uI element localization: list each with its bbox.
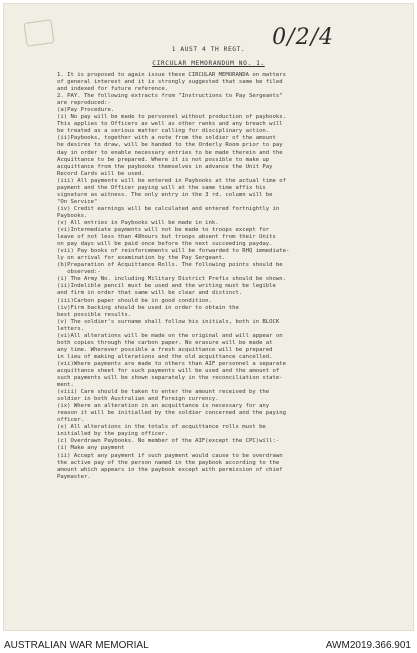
body-line: soldier in both Australian and Foreign currency. (57, 396, 219, 403)
document-page (3, 3, 414, 631)
body-line: (i) No pay will be made to personnel without production of paybooks. (57, 114, 287, 121)
body-line: payment and the Officer paying will at the same time affix his (57, 184, 266, 191)
body-line: (vi)Intermediate payments will not be made to troops except for (57, 227, 270, 234)
body-line: of general interest and it is strongly suggested that same be filed (57, 79, 283, 86)
body-line: observed:- (57, 269, 101, 276)
archive-footer (0, 633, 417, 653)
body-line: Acquittance to be prepared. Where it is not possible to make up (57, 156, 270, 163)
body-line: This applies to Officers as well as other ranks and any breach will (57, 121, 283, 128)
body-line: (iv)Firm backing should be used in order to obtain the (57, 304, 239, 311)
body-line: and indexed for future reference. (57, 86, 169, 93)
body-line: ly on arrival for examination by the Pay Sergeant. (57, 255, 226, 262)
body-line: (iii) All payments will be entered in Paybooks at the actual time of (57, 177, 287, 184)
document-body (57, 72, 387, 481)
body-line: signature as witness. The only entry in the 3 rd. column will be (57, 191, 273, 198)
document-subheading: CIRCULAR MEMORANDUM NO. 1. (152, 60, 265, 67)
body-line: day in order to enable necessary entries to be made therein and the (57, 149, 283, 156)
body-line: and firm in order that same will be clear and distinct. (57, 290, 243, 297)
body-line: (ii)Indelible pencil must be used and the writing must be legible (57, 283, 276, 290)
body-line: any time. Wherever possible a fresh acquittance will be prepared (57, 346, 273, 353)
body-line: reason it will be initialled by the soldier concerned and the paying (57, 410, 287, 417)
body-line: are reproduced:- (57, 100, 111, 107)
body-line: both copies through the carbon paper. No erasure will be made at (57, 339, 273, 346)
body-line: Paybooks. (57, 212, 88, 219)
body-line: (viii) Care should be taken to enter the amount received by the (57, 389, 270, 396)
footer-institution: AUSTRALIAN WAR MEMORIAL (4, 640, 149, 651)
body-line: (i) The Army No. including Military District Prefix should be shown. (57, 276, 287, 283)
body-line: the active pay of the person named in the paybook according to the (57, 459, 280, 466)
body-line: on pay days will be paid once before the next succeeding payday. (57, 241, 273, 248)
footer-accession-number: AWM2019.366.901 (325, 640, 411, 651)
body-line: (v) All entries in Paybooks will be made in ink. (57, 219, 219, 226)
body-line: "On Service" (57, 198, 98, 205)
body-line: (b)Preparation of Acquittance Rolls. The following points should be (57, 262, 283, 269)
body-line: (a)Pay Procedure. (57, 107, 115, 114)
body-line: be treated as a serious matter calling for disciplinary action. (57, 128, 270, 135)
body-line: (vii) Pay books of reinforcements will be forwarded to RHQ immediate- (57, 248, 290, 255)
body-line: officer. (57, 417, 84, 424)
body-line: best possible results. (57, 311, 132, 318)
body-line: acquittance sheet for such payments will be used and the amount of (57, 367, 280, 374)
body-line: (ii) Accept any payment if such payment would cause to be overdrawn (57, 452, 283, 459)
body-line: Record Cards will be used. (57, 170, 145, 177)
body-line: leave of not less than 48hours but troops absent from their Units (57, 234, 276, 241)
body-line: (c) Overdrawn Paybooks. No member of the AIF(except the CPC)will:- (57, 438, 280, 445)
body-line: (vii)Where payments are made to others than AIF personnel a separate (57, 360, 287, 367)
body-line: such payments will be shown separately in the reconciliation state- (57, 375, 283, 382)
body-line: (ix) Where an alteration in an acquittance is necessary for any (57, 403, 270, 410)
body-line: (vi)All alterations will be made on the original and will appear on (57, 332, 283, 339)
body-line: acquittance from the paybooks themselves in advance the Unit Pay (57, 163, 273, 170)
body-line: (x) All alterations in the totals of acquittance rolls must be (57, 424, 266, 431)
faded-stamp-mark (23, 19, 54, 47)
body-line: letters. (57, 325, 84, 332)
body-line: Paymaster. (57, 473, 91, 480)
document-heading: 1 AUST 4 TH REGT. (171, 46, 246, 53)
handwritten-reference: 0/2/4 (272, 25, 334, 50)
body-line: initialled by the paying officer. (57, 431, 169, 438)
body-line: (v) The soldier's surname shall follow his initials, both in BLOCK (57, 318, 280, 325)
body-line: 1. It is proposed to again issue these CIRCULAR MEMORANDA on matters (57, 72, 287, 78)
body-line: ment. (57, 382, 74, 389)
body-line: (iii)Carbon paper should be in good condition. (57, 297, 212, 304)
body-line: (ii)Paybooks, together with a note from the soldier of the amount (57, 135, 276, 142)
body-line: amount which appears in the paybook except with permission of chief (57, 466, 283, 473)
body-line: (i) Make any payment (57, 445, 125, 452)
body-line: 2. PAY. The following extracts from "Instructions to Pay Sergeants" (57, 93, 283, 100)
body-line: (iv) Credit earnings will be calculated and entered fortnightly in (57, 205, 280, 212)
body-line: in lieu of making alterations and the old acquittance cancelled. (57, 353, 273, 360)
body-line: he desires to draw, will be handed to the Orderly Room prior to pay (57, 142, 283, 149)
